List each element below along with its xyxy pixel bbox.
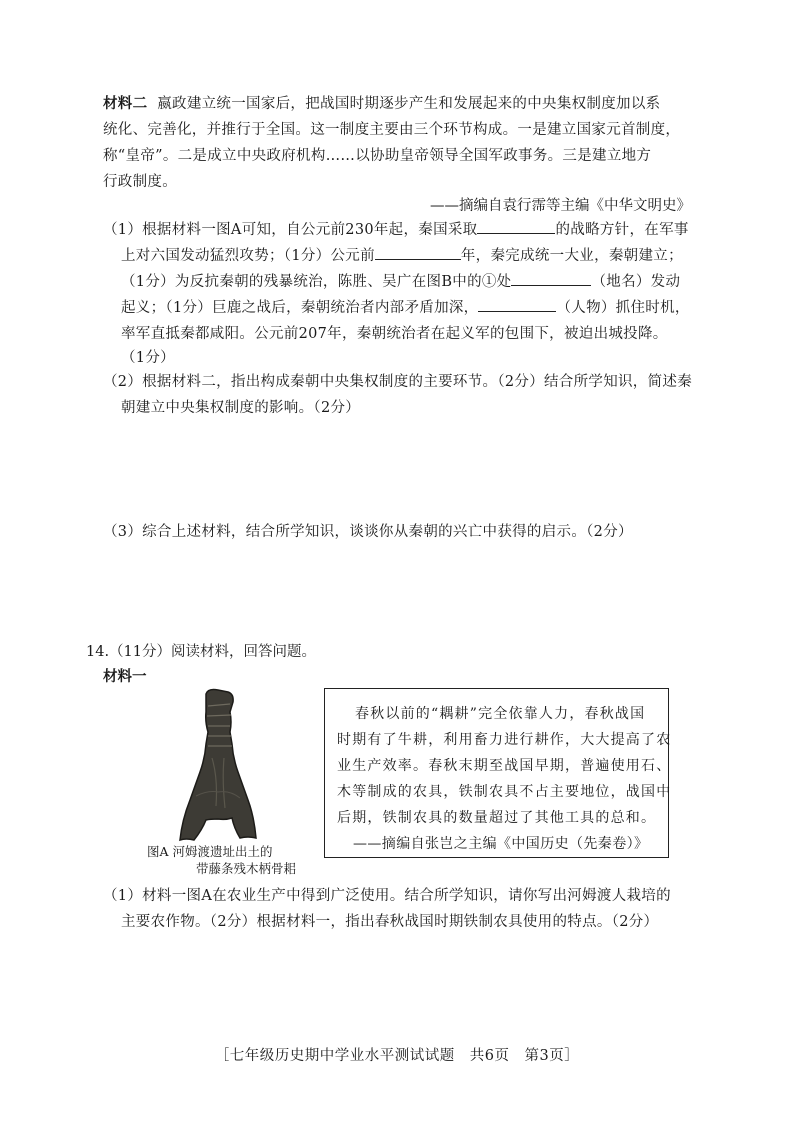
q1-line5: 率军直抵秦都咸阳。公元前207年，秦朝统治者在起义军的包围下，被迫出城投降。 (121, 326, 668, 342)
page-footer: ［七年级历史期中学业水平测试试题 共6页 第3页］ (214, 1048, 580, 1064)
q1-line4 (121, 296, 690, 317)
answer-blank-strategy[interactable] (477, 218, 555, 234)
q1-line3 (121, 270, 680, 291)
material2-line4: 行政制度。 (103, 174, 177, 190)
q1-line6: （1分） (121, 350, 175, 366)
q14-sub1-line1: （1）材料一图A在农业生产中得到广泛使用。结合所学知识，请你写出河姆渡人栽培的 (103, 888, 671, 904)
q14-header: 14.（11分）阅读材料，回答问题。 (86, 644, 317, 660)
q14-material1-label: 材料一 (103, 668, 147, 685)
q2-line1: （2）根据材料二，指出构成秦朝中央集权制度的主要环节。（2分）结合所学知识，简述秦 (103, 374, 692, 390)
q1-text-3b: （地名）发动 (591, 274, 681, 290)
answer-blank-place[interactable] (511, 270, 591, 286)
box-line-3: 业生产效率。春秋末期至战国早期，普遍使用石、 (337, 758, 672, 774)
q1-text-4b: （人物）抓住时机， (556, 300, 690, 316)
figure-caption-line1: 图A 河姆渡遗址出土的 (147, 844, 273, 859)
q3-line1: （3）综合上述材料，结合所学知识，谈谈你从秦朝的兴亡中获得的启示。（2分） (103, 524, 633, 540)
material2-label: 材料二 (103, 95, 148, 112)
q1-text-3a: （1分）为反抗秦朝的残暴统治，陈胜、吴广在图B中的①处 (121, 274, 512, 290)
box-line-4: 木等制成的农具，铁制农具不占主要地位，战国中 (337, 784, 672, 800)
q1-text-2a: 上对六国发动猛烈攻势；（1分）公元前 (121, 248, 375, 264)
box-line-5: 后期，铁制农具的数量超过了其他工具的总和。 (337, 810, 657, 826)
figure-caption-line2: 带藤条残木柄骨耜 (196, 861, 297, 876)
material1-textbox (324, 688, 672, 858)
q2-answer-area[interactable] (103, 420, 683, 510)
q1-text-4a: 起义；（1分）巨鹿之战后，秦朝统治者内部矛盾加深， (121, 300, 479, 316)
material2-source: ——摘编自袁行霈等主编《中华文明史》 (430, 198, 691, 214)
q14-answer-area[interactable] (103, 936, 683, 1026)
q14-sub1-line2: 主要农作物。（2分）根据材料一，指出春秋战国时期铁制农具使用的特点。（2分） (121, 914, 659, 930)
q1-line1 (103, 218, 689, 239)
material2-line1 (103, 92, 660, 113)
bone-spade-image (178, 688, 260, 848)
q2-line2: 朝建立中央集权制度的影响。（2分） (121, 400, 361, 416)
box-source: ——摘编自张岂之主编《中国历史（先秦卷）》 (353, 836, 649, 852)
answer-blank-person[interactable] (478, 296, 556, 312)
material2-line3: 称“皇帝”。二是成立中央政府机构……以协助皇帝领导全国军政事务。三是建立地方 (103, 148, 652, 164)
box-line-1: 春秋以前的“耦耕”完全依靠人力，春秋战国 (355, 706, 646, 722)
q1-line2 (121, 244, 683, 265)
q3-answer-area[interactable] (103, 546, 683, 632)
answer-blank-year[interactable] (375, 244, 461, 260)
material2-line2: 统化、完善化，并推行于全国。这一制度主要由三个环节构成。一是建立国家元首制度， (103, 122, 681, 138)
q1-text-1a: （1）根据材料一图A可知，自公元前230年起，秦国采取 (103, 222, 478, 238)
q1-text-2b: 年，秦完成统一大业，秦朝建立； (460, 248, 683, 264)
q1-text-1b: 的战略方针，在军事 (555, 222, 689, 238)
box-line-2: 时期有了牛耕，利用畜力进行耕作，大大提高了农 (337, 732, 672, 748)
material2-text-1: 嬴政建立统一国家后，把战国时期逐步产生和发展起来的中央集权制度加以系 (157, 96, 661, 112)
